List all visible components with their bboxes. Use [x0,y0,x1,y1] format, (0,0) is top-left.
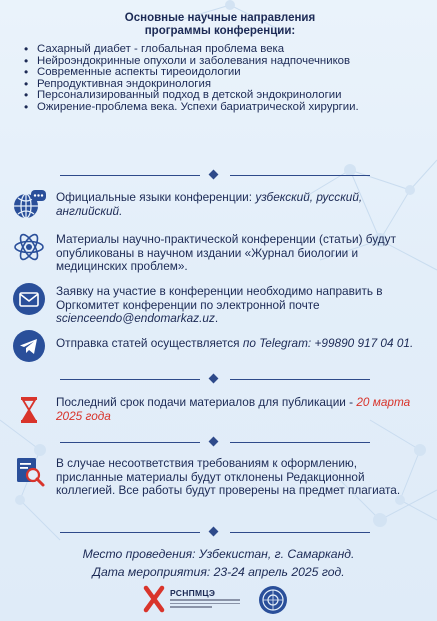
topics-heading [60,12,380,38]
heading-line-2: программы конференции: [144,25,296,37]
rsnpmce-logo-subtitle [170,599,240,611]
heading-line-1: Основные научные направления [124,12,316,24]
document-search-icon [12,455,46,489]
atom-icon [12,230,46,264]
venue-text: Место проведения: Узбекистан, г. Самарканд. [82,547,355,561]
rsnpmce-logo [143,585,243,615]
rsnpmce-logo-name: РСНПМЦЭ [170,588,216,598]
section-divider [60,375,370,385]
event-footer [20,545,417,581]
topic-item: • Нейроэндокринные опухоли и заболевания надпочечников [22,56,422,68]
application-text: Заявку на участие в конференции необходимо направить в Оргкомитет конференции по электронной почте scienceendo@endomarkaz.uz. [56,284,383,326]
hourglass-icon [12,393,46,427]
rsnpmce-logo-mark [143,585,165,613]
contact-email[interactable]: scienceendo@endomarkaz.uz [56,311,215,326]
section-divider [60,171,370,181]
telegram-text: Отправка статей осуществляется по Telegram: +99890 917 04 01. [56,336,414,350]
telegram-icon [12,329,46,363]
section-divider [60,528,370,538]
topics-list [22,44,422,114]
globe-chat-icon [12,188,46,222]
university-emblem [258,585,288,615]
email-icon [12,282,46,316]
section-divider [60,438,370,448]
topic-item: • Ожирение-проблема века. Успехи бариатрической хирургии. [22,102,422,114]
topic-item: • Персонализированный подход в детской эндокринологии [22,90,422,102]
topic-item: • Современные аспекты тиреоидологии [22,67,422,79]
telegram-phone[interactable]: +99890 917 04 01. [314,336,414,350]
languages-text: Официальные языки конференции: узбекский, русский, английский. [56,190,363,218]
materials-text: Материалы научно-практической конференции (статьи) будут опубликованы в научном издании «Журнал биологии и медицинских проблем». [56,232,396,274]
deadline-text: Последний срок подачи материалов для публикации - 20 марта 2025 года [56,395,411,423]
topic-item: • Репродуктивная эндокринология [22,79,422,91]
dates-text: Дата мероприятия: 23-24 апрель 2025 год. [92,565,345,579]
topic-item: • Сахарный диабет - глобальная проблема века [22,44,422,56]
deadline-date: 20 марта 2025 года [56,395,411,423]
plagiarism-text: В случае несоответствия требованиям к оформлению, присланные материалы будут отклонены Редакционной коллегией. Все работы будут проверены на предмет плагиата. [56,456,401,498]
